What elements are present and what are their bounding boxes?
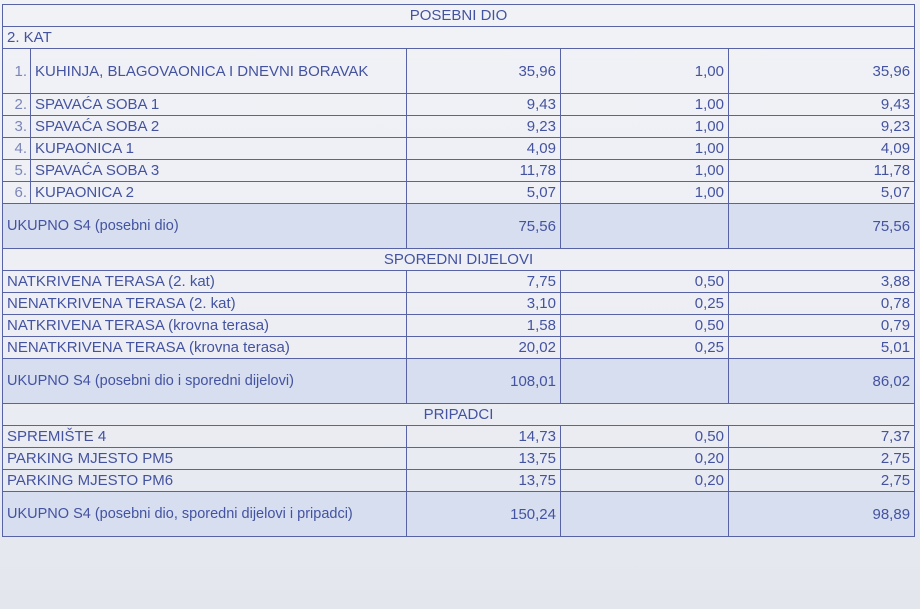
room-name: KUHINJA, BLAGOVAONICA I DNEVNI BORAVAK	[31, 49, 407, 94]
row-index: 1.	[3, 49, 31, 94]
room-name: KUPAONICA 1	[31, 138, 407, 160]
room-name: SPAVAĆA SOBA 1	[31, 94, 407, 116]
item-name: PARKING MJESTO PM6	[3, 470, 407, 492]
total-label: UKUPNO S4 (posebni dio)	[3, 204, 407, 249]
room-name: KUPAONICA 2	[31, 182, 407, 204]
room-name: SPAVAĆA SOBA 2	[31, 116, 407, 138]
total-net-area: 86,02	[729, 359, 915, 404]
table-row	[3, 337, 915, 359]
coefficient-cell: 1,00	[561, 160, 729, 182]
coefficient-cell: 0,20	[561, 470, 729, 492]
area-cell: 7,75	[407, 271, 561, 293]
table-row	[3, 182, 915, 204]
table-row	[3, 293, 915, 315]
row-index: 2.	[3, 94, 31, 116]
table-row	[3, 138, 915, 160]
net-area-cell: 9,23	[729, 116, 915, 138]
total-row-posebni	[3, 204, 915, 249]
area-cell: 9,23	[407, 116, 561, 138]
total-coefficient-empty	[561, 359, 729, 404]
area-cell: 11,78	[407, 160, 561, 182]
floor-row	[3, 27, 915, 49]
item-name: SPREMIŠTE 4	[3, 426, 407, 448]
item-name: NATKRIVENA TERASA (krovna terasa)	[3, 315, 407, 337]
net-area-cell: 3,88	[729, 271, 915, 293]
net-area-cell: 11,78	[729, 160, 915, 182]
coefficient-cell: 0,25	[561, 337, 729, 359]
area-cell: 1,58	[407, 315, 561, 337]
coefficient-cell: 1,00	[561, 94, 729, 116]
table-row	[3, 315, 915, 337]
net-area-cell: 5,07	[729, 182, 915, 204]
total-area: 108,01	[407, 359, 561, 404]
total-label: UKUPNO S4 (posebni dio i sporedni dijelovi)	[3, 359, 407, 404]
coefficient-cell: 1,00	[561, 116, 729, 138]
coefficient-cell: 0,20	[561, 448, 729, 470]
section-title: POSEBNI DIO	[3, 5, 915, 27]
total-net-area: 98,89	[729, 492, 915, 537]
table-row	[3, 49, 915, 94]
section-title: SPOREDNI DIJELOVI	[3, 249, 915, 271]
net-area-cell: 2,75	[729, 470, 915, 492]
area-cell: 4,09	[407, 138, 561, 160]
net-area-cell: 5,01	[729, 337, 915, 359]
net-area-cell: 9,43	[729, 94, 915, 116]
area-cell: 20,02	[407, 337, 561, 359]
table-row	[3, 271, 915, 293]
area-cell: 35,96	[407, 49, 561, 94]
total-coefficient-empty	[561, 204, 729, 249]
section-header-sporedni	[3, 249, 915, 271]
coefficient-cell: 1,00	[561, 182, 729, 204]
total-net-area: 75,56	[729, 204, 915, 249]
coefficient-cell: 1,00	[561, 49, 729, 94]
total-row-sporedni	[3, 359, 915, 404]
section-header-posebni	[3, 5, 915, 27]
row-index: 6.	[3, 182, 31, 204]
total-area: 75,56	[407, 204, 561, 249]
area-table	[2, 4, 915, 537]
section-title: PRIPADCI	[3, 404, 915, 426]
row-index: 5.	[3, 160, 31, 182]
item-name: PARKING MJESTO PM5	[3, 448, 407, 470]
item-name: NATKRIVENA TERASA (2. kat)	[3, 271, 407, 293]
table-row	[3, 160, 915, 182]
row-index: 3.	[3, 116, 31, 138]
area-cell: 3,10	[407, 293, 561, 315]
section-header-pripadci	[3, 404, 915, 426]
table-row	[3, 426, 915, 448]
area-cell: 5,07	[407, 182, 561, 204]
area-cell: 14,73	[407, 426, 561, 448]
total-row-pripadci	[3, 492, 915, 537]
coefficient-cell: 0,50	[561, 315, 729, 337]
coefficient-cell: 1,00	[561, 138, 729, 160]
floor-label: 2. KAT	[3, 27, 915, 49]
table-row	[3, 116, 915, 138]
coefficient-cell: 0,50	[561, 271, 729, 293]
table-row	[3, 470, 915, 492]
room-name: SPAVAĆA SOBA 3	[31, 160, 407, 182]
net-area-cell: 2,75	[729, 448, 915, 470]
total-area: 150,24	[407, 492, 561, 537]
area-cell: 9,43	[407, 94, 561, 116]
net-area-cell: 0,78	[729, 293, 915, 315]
table-row	[3, 448, 915, 470]
item-name: NENATKRIVENA TERASA (2. kat)	[3, 293, 407, 315]
item-name: NENATKRIVENA TERASA (krovna terasa)	[3, 337, 407, 359]
area-cell: 13,75	[407, 448, 561, 470]
net-area-cell: 7,37	[729, 426, 915, 448]
total-coefficient-empty	[561, 492, 729, 537]
total-label: UKUPNO S4 (posebni dio, sporedni dijelovi i pripadci)	[3, 492, 407, 537]
row-index: 4.	[3, 138, 31, 160]
coefficient-cell: 0,25	[561, 293, 729, 315]
area-cell: 13,75	[407, 470, 561, 492]
table-row	[3, 94, 915, 116]
net-area-cell: 0,79	[729, 315, 915, 337]
net-area-cell: 35,96	[729, 49, 915, 94]
coefficient-cell: 0,50	[561, 426, 729, 448]
net-area-cell: 4,09	[729, 138, 915, 160]
